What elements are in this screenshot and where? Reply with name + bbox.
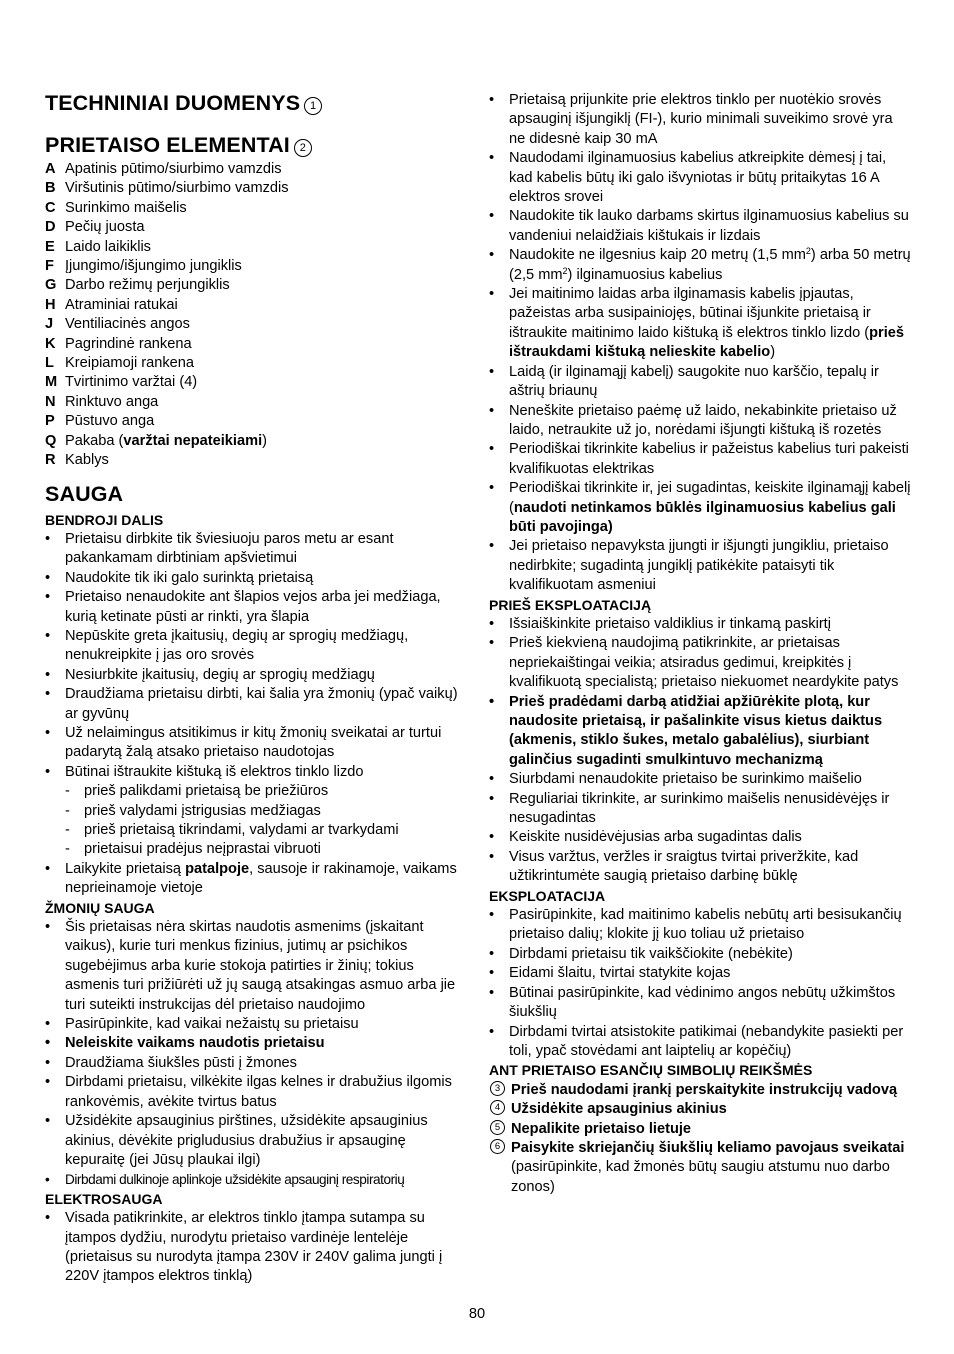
list-item: • Visada patikrinkite, ar elektros tinklo įtampa sutampa su įtampos dydžiu, nurodytu prietaiso vardinėje lentelėje (prietaisus su nurodyta įtampa 230V ir 240V galima jungti į 220V įtampos elektros tinklą): [45, 1209, 465, 1287]
list-item: A Apatinis pūtimo/siurbimo vamzdis: [45, 161, 282, 177]
list-item: • Naudokite tik iki galo surinktą prietaisą: [45, 569, 465, 588]
left-column: [45, 90, 465, 1287]
safety-heading: SAUGA: [45, 481, 124, 506]
list-item: - prieš prietaisą tikrindami, valydami ar tvarkydami: [45, 821, 465, 840]
list-item: • Prietaiso nenaudokite ant šlapios vejos arba jei medžiaga, kurią ketinate pūsti ar rinkti, yra šlapia: [45, 588, 465, 627]
list-item: • Už nelaimingus atsitikimus ir kitų žmonių sveikatai ar turtui padarytą žalą atsako prietaiso naudotojas: [45, 724, 465, 763]
list-item: H Atraminiai ratukai: [45, 296, 178, 313]
symbol-ref-3: 3: [490, 1081, 505, 1096]
list-item: • Neneškite prietaiso paėmę už laido, nekabinkite prietaiso už laido, netraukite už jo, norėdami išjungti kištuką iš rozetės: [489, 402, 911, 441]
list-item: P Pūstuvo anga: [45, 413, 155, 430]
list-item: L Kreipiamoji rankena: [45, 355, 194, 372]
electric-list: [45, 1209, 465, 1287]
list-item: F Įjungimo/išjungimo jungiklis: [45, 258, 242, 275]
list-item: • Periodiškai tikrinkite kabelius ir pažeistus kabelius turi pakeisti kvalifikuotas elektrikas: [489, 440, 911, 479]
figure-ref-2: 2: [294, 139, 312, 157]
symbol-ref-4: 4: [490, 1100, 505, 1115]
list-item: • Prietaisu dirbkite tik šviesiuoju paros metu ar esant pakankamam dirbtiniam apšvietimui: [45, 530, 465, 569]
symbols-heading: ANT PRIETAISO ESANČIŲ SIMBOLIŲ REIKŠMĖS: [489, 1062, 813, 1079]
people-list: [45, 918, 465, 1190]
list-item: - prieš palikdami prietaisą be priežiūros: [45, 782, 465, 801]
list-item: • Dirbdami dulkinoje aplinkoje užsidėkite apsauginį respiratorių: [45, 1170, 465, 1189]
list-item: • Siurbdami nenaudokite prietaiso be surinkimo maišelio: [489, 770, 911, 789]
right-column: [489, 91, 911, 1197]
list-item: • Pasirūpinkite, kad maitinimo kabelis nebūtų arti besisukančių prietaiso dalių; klokite jį kuo toliau už prietaiso: [489, 906, 911, 945]
list-item: - prietaisui pradėjus neįprastai vibruoti: [45, 840, 465, 859]
list-item: • Laidą (ir ilginamąjį kabelį) saugokite nuo karščio, tepalų ir aštrių briaunų: [489, 363, 911, 402]
figure-ref-1: 1: [304, 97, 322, 115]
list-item: 3 Prieš naudodami įrankį perskaitykite instrukcijų vadovą: [489, 1081, 911, 1100]
list-item: D Pečių juosta: [45, 219, 145, 236]
list-item: • Laikykite prietaisą patalpoje, sausoje ir rakinamoje, vaikams neprieinamoje vietoje: [45, 860, 465, 899]
list-item: • Naudokite ne ilgesnius kaip 20 metrų (1,5 $mm^2$) arba 50 metrų (2,5 $mm^2$) ilginamuosius kabelius: [489, 246, 911, 285]
electric-heading: ELEKTROSAUGA: [45, 1190, 163, 1207]
before-use-list: [489, 615, 911, 887]
list-item: K Pagrindinė rankena: [45, 335, 192, 352]
list-item: 4 Užsidėkite apsauginius akinius: [489, 1100, 911, 1119]
list-item: • Šis prietaisas nėra skirtas naudotis asmenims (įskaitant vaikus), kurie turi menkus fizinius, jutimų ar psichikos sugebėjimus arba kurie stokoja patirties ir žinių; tokius asmenis turi prižiūrėti už jų saugą atsakingas asmuo arba jie turi suteikti instrukcijas dėl prietaiso naudojimo: [45, 918, 465, 1015]
list-item: • Nepūskite greta įkaitusių, degių ar sprogių medžiagų, nenukreipkite į jas oro srovės: [45, 627, 465, 666]
elements-heading: PRIETAISO ELEMENTAI 2: [45, 132, 465, 158]
list-item: Q Pakaba (varžtai nepateikiami): [45, 432, 268, 449]
list-item: - prieš valydami įstrigusias medžiagas: [45, 802, 465, 821]
list-item: B Viršutinis pūtimo/siurbimo vamzdis: [45, 180, 289, 197]
list-item: 6 Paisykite skriejančių šiukšlių keliamo pavojaus sveikatai (pasirūpinkite, kad žmonės būtų saugiu atstumu nuo darbo zonos): [489, 1139, 911, 1197]
list-item: • Eidami šlaitu, tvirtai statykite kojas: [489, 964, 911, 983]
list-item: • Būtinai pasirūpinkite, kad vėdinimo angos nebūtų užkimštos šiukšlių: [489, 984, 911, 1023]
list-item: • Užsidėkite apsauginius pirštines, užsidėkite apsauginius akinius, dėvėkite prigludusius drabužius ir apsauginę kepuraitę (jei Jūsų plaukai ilgi): [45, 1112, 465, 1170]
list-item: J Ventiliacinės angos: [45, 316, 190, 333]
list-item: • Prieš pradėdami darbą atidžiai apžiūrėkite plotą, kur naudosite prietaisą, ir pašalinkite visus kietus daiktus (akmenis, stiklo šukes, metalo gabalėlius), siurbiant galinčius sugadinti smulkintuvo mechanizmą: [489, 693, 911, 771]
operation-heading: EKSPLOATACIJA: [489, 887, 606, 904]
list-item: G Darbo režimų perjungiklis: [45, 277, 230, 294]
list-item: • Jei prietaiso nepavyksta įjungti ir išjungti jungikliu, prietaiso nedirbkite; sugadintą jungiklį patikėkite pataisyti tik kvalifikuotam asmeniui: [489, 537, 911, 595]
tech-data-heading: TECHNINIAI DUOMENYS 1: [45, 90, 465, 116]
list-item: • Reguliariai tikrinkite, ar surinkimo maišelis nenusidėvėjęs ir nesugadintas: [489, 790, 911, 829]
symbols-list: [489, 1081, 911, 1197]
operation-list: [489, 906, 911, 1061]
general-list: [45, 530, 465, 899]
list-item: • Dirbdami prietaisu, vilkėkite ilgas kelnes ir drabužius ilgomis rankovėmis, avėkite tvirtus batus: [45, 1073, 465, 1112]
list-item: • Neleiskite vaikams naudotis prietaisu: [45, 1034, 465, 1053]
list-item: • Keiskite nusidėvėjusias arba sugadintas dalis: [489, 828, 911, 847]
list-item: • Naudokite tik lauko darbams skirtus ilginamuosius kabelius su vandeniui nelaidžiais kištukais ir lizdais: [489, 207, 911, 246]
list-item: • Naudodami ilginamuosius kabelius atkreipkite dėmesį į tai, kad kabelis būtų iki galo išvyniotas ir būtų pritaikytas 16 A elektros srovei: [489, 149, 911, 207]
list-item: • Draudžiama šiukšles pūsti į žmones: [45, 1054, 465, 1073]
list-item: • Dirbdami tvirtai atsistokite patikimai (nebandykite pasiekti per toli, ypač stovėdami ant laiptelių ar kopėčių): [489, 1023, 911, 1062]
people-heading: ŽMONIŲ SAUGA: [45, 899, 155, 916]
list-item: C Surinkimo maišelis: [45, 199, 187, 216]
list-item: • Dirbdami prietaisu tik vaikščiokite (nebėkite): [489, 945, 911, 964]
symbol-ref-5: 5: [490, 1120, 505, 1135]
list-item: • Nesiurbkite įkaitusių, degių ar sprogių medžiagų: [45, 666, 465, 685]
electric-list-continued: [489, 91, 911, 596]
general-heading: BENDROJI DALIS: [45, 511, 164, 528]
list-item: N Rinktuvo anga: [45, 393, 159, 410]
list-item: • Pasirūpinkite, kad vaikai nežaistų su prietaisu: [45, 1015, 465, 1034]
list-item: • Prietaisą prijunkite prie elektros tinklo per nuotėkio srovės apsauginį išjungiklį (FI-), kurio minimali suveikimo srovė yra ne didesnė kaip 30 mA: [489, 91, 911, 149]
list-item: • Būtinai ištraukite kištuką iš elektros tinklo lizdo: [45, 763, 465, 782]
list-item: • Draudžiama prietaisu dirbti, kai šalia yra žmonių (ypač vaikų) ar gyvūnų: [45, 685, 465, 724]
before-use-heading: PRIEŠ EKSPLOATACIJĄ: [489, 596, 652, 613]
list-item: • Periodiškai tikrinkite ir, jei sugadintas, keiskite ilginamąjį kabelį (naudoti netinkamos būklės ilginamuosius kabelius gali būti pavojinga): [489, 479, 911, 537]
list-item: E Laido laikiklis: [45, 238, 151, 255]
list-item: M Tvirtinimo varžtai (4): [45, 374, 198, 391]
parts-list: [45, 160, 465, 471]
list-item: 5 Nepalikite prietaiso lietuje: [489, 1120, 911, 1139]
list-item: • Jei maitinimo laidas arba ilginamasis kabelis įpjautas, pažeistas arba susipainiojęs, būtinai išjunkite prietaisą ir ištraukite maitinimo laido kištuką iš elektros tinklo lizdo (prieš ištraukdami kištuką nelieskite kabelio): [489, 285, 911, 363]
list-item: R Kablys: [45, 452, 109, 469]
page-number: 80: [468, 1306, 486, 1322]
list-item: • Visus varžtus, veržles ir sraigtus tvirtai priveržkite, kad užtikrintumėte saugią prietaiso darbinę būklę: [489, 848, 911, 887]
list-item: • Išsiaiškinkite prietaiso valdiklius ir tinkamą paskirtį: [489, 615, 911, 634]
symbol-ref-6: 6: [490, 1139, 505, 1154]
list-item: • Prieš kiekvieną naudojimą patikrinkite, ar prietaisas nepriekaištingai veikia; atsiradus gedimui, kreipkitės į kvalifikuotą specialistą; prietaiso niekuomet neardykite patys: [489, 634, 911, 692]
